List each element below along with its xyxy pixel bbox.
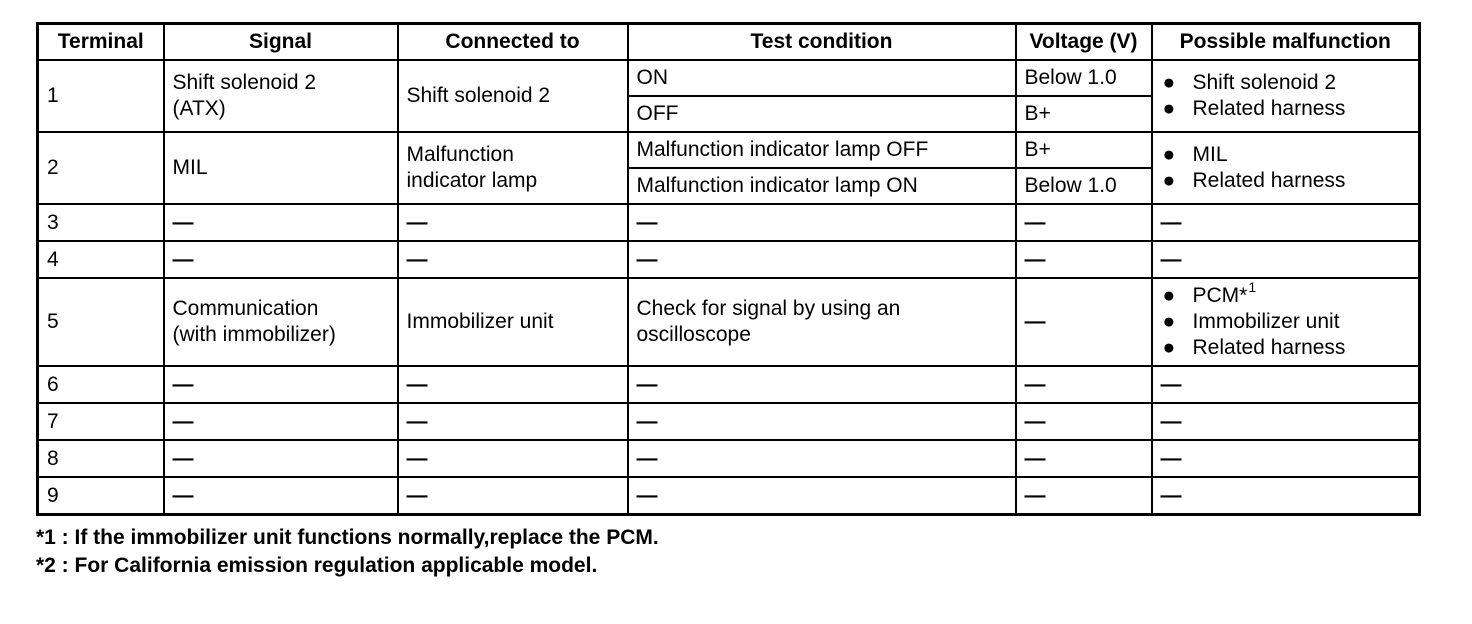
voltage-cell: Below 1.0 — [1016, 168, 1152, 204]
footnotes — [36, 524, 1418, 580]
connected-to-cell: — — [398, 403, 628, 440]
possible-malfunction-cell: — — [1152, 440, 1420, 477]
malfunction-text: MIL — [1192, 143, 1228, 166]
test-condition-cell: — — [628, 403, 1016, 440]
header-terminal: Terminal — [38, 24, 164, 61]
connected-to-cell: — — [398, 440, 628, 477]
voltage-cell: B+ — [1016, 96, 1152, 132]
table-row — [38, 366, 1420, 403]
connected-to-cell: — — [398, 241, 628, 278]
possible-malfunction-cell: — — [1152, 366, 1420, 403]
list-item — [1161, 142, 1411, 168]
bullet-icon: ● — [1162, 336, 1176, 359]
table-row — [38, 241, 1420, 278]
connected-to-cell: — — [398, 477, 628, 515]
voltage-cell: — — [1016, 366, 1152, 403]
malfunction-text: Related harness — [1192, 169, 1346, 192]
voltage-cell: — — [1016, 440, 1152, 477]
malfunction-text: PCM* — [1192, 284, 1248, 307]
test-condition-cell: Malfunction indicator lamp OFF — [628, 132, 1016, 168]
list-item — [1161, 309, 1411, 335]
possible-malfunction-cell — [1152, 132, 1420, 204]
signal-cell: — — [164, 204, 398, 241]
connected-to-cell: Immobilizer unit — [398, 278, 628, 366]
table-row — [38, 278, 1420, 366]
pcm-terminal-table — [36, 22, 1421, 516]
terminal-cell: 9 — [38, 477, 164, 515]
terminal-cell: 4 — [38, 241, 164, 278]
table-row — [38, 132, 1420, 168]
list-item — [1161, 96, 1411, 122]
voltage-cell: B+ — [1016, 132, 1152, 168]
test-condition-cell: — — [628, 440, 1016, 477]
connected-to-cell: Shift solenoid 2 — [398, 60, 628, 132]
list-item — [1161, 335, 1411, 361]
signal-cell: — — [164, 366, 398, 403]
header-connected-to: Connected to — [398, 24, 628, 61]
malfunction-list — [1161, 279, 1411, 361]
document-page — [36, 22, 1418, 580]
terminal-cell: 8 — [38, 440, 164, 477]
connected-to-cell: — — [398, 366, 628, 403]
table-header-row — [38, 24, 1420, 61]
signal-cell: Shift solenoid 2 (ATX) — [164, 60, 398, 132]
possible-malfunction-cell — [1152, 278, 1420, 366]
terminal-cell: 2 — [38, 132, 164, 204]
voltage-cell: — — [1016, 477, 1152, 515]
voltage-cell: — — [1016, 403, 1152, 440]
connected-to-cell: Malfunction indicator lamp — [398, 132, 628, 204]
table-row — [38, 477, 1420, 515]
bullet-icon: ● — [1162, 143, 1176, 166]
list-item — [1161, 279, 1411, 309]
footnote-ref: 1 — [1248, 279, 1257, 295]
malfunction-text: Related harness — [1192, 97, 1346, 120]
test-condition-cell: Check for signal by using an oscilloscope — [628, 278, 1016, 366]
signal-cell: MIL — [164, 132, 398, 204]
possible-malfunction-cell: — — [1152, 241, 1420, 278]
test-condition-cell: — — [628, 241, 1016, 278]
possible-malfunction-cell — [1152, 60, 1420, 132]
footnote-1: *1 : If the immobilizer unit functions normally,replace the PCM. — [36, 526, 659, 549]
signal-cell: — — [164, 241, 398, 278]
bullet-icon: ● — [1162, 169, 1176, 192]
possible-malfunction-cell: — — [1152, 477, 1420, 515]
bullet-icon: ● — [1162, 310, 1176, 333]
signal-cell: — — [164, 403, 398, 440]
terminal-cell: 1 — [38, 60, 164, 132]
possible-malfunction-cell: — — [1152, 403, 1420, 440]
bullet-icon: ● — [1162, 284, 1176, 307]
voltage-cell: — — [1016, 278, 1152, 366]
bullet-icon: ● — [1162, 71, 1176, 94]
table-row — [38, 60, 1420, 96]
test-condition-cell: OFF — [628, 96, 1016, 132]
test-condition-cell: — — [628, 204, 1016, 241]
test-condition-cell: ON — [628, 60, 1016, 96]
list-item — [1161, 168, 1411, 194]
malfunction-list — [1161, 70, 1411, 122]
malfunction-text: Immobilizer unit — [1192, 310, 1340, 333]
header-voltage: Voltage (V) — [1016, 24, 1152, 61]
malfunction-text: Related harness — [1192, 336, 1346, 359]
table-row — [38, 440, 1420, 477]
signal-cell: Communication (with immobilizer) — [164, 278, 398, 366]
footnote-2: *2 : For California emission regulation applicable model. — [36, 554, 598, 577]
possible-malfunction-cell: — — [1152, 204, 1420, 241]
header-test-condition: Test condition — [628, 24, 1016, 61]
voltage-cell: Below 1.0 — [1016, 60, 1152, 96]
list-item — [1161, 70, 1411, 96]
voltage-cell: — — [1016, 204, 1152, 241]
bullet-icon: ● — [1162, 97, 1176, 120]
header-possible-malfunction: Possible malfunction — [1152, 24, 1420, 61]
signal-cell: — — [164, 477, 398, 515]
header-signal: Signal — [164, 24, 398, 61]
signal-cell: — — [164, 440, 398, 477]
table-row — [38, 204, 1420, 241]
terminal-cell: 6 — [38, 366, 164, 403]
malfunction-text: Shift solenoid 2 — [1192, 71, 1337, 94]
test-condition-cell: Malfunction indicator lamp ON — [628, 168, 1016, 204]
terminal-cell: 5 — [38, 278, 164, 366]
malfunction-list — [1161, 142, 1411, 194]
terminal-cell: 3 — [38, 204, 164, 241]
test-condition-cell: — — [628, 477, 1016, 515]
test-condition-cell: — — [628, 366, 1016, 403]
terminal-cell: 7 — [38, 403, 164, 440]
table-row — [38, 403, 1420, 440]
voltage-cell: — — [1016, 241, 1152, 278]
connected-to-cell: — — [398, 204, 628, 241]
